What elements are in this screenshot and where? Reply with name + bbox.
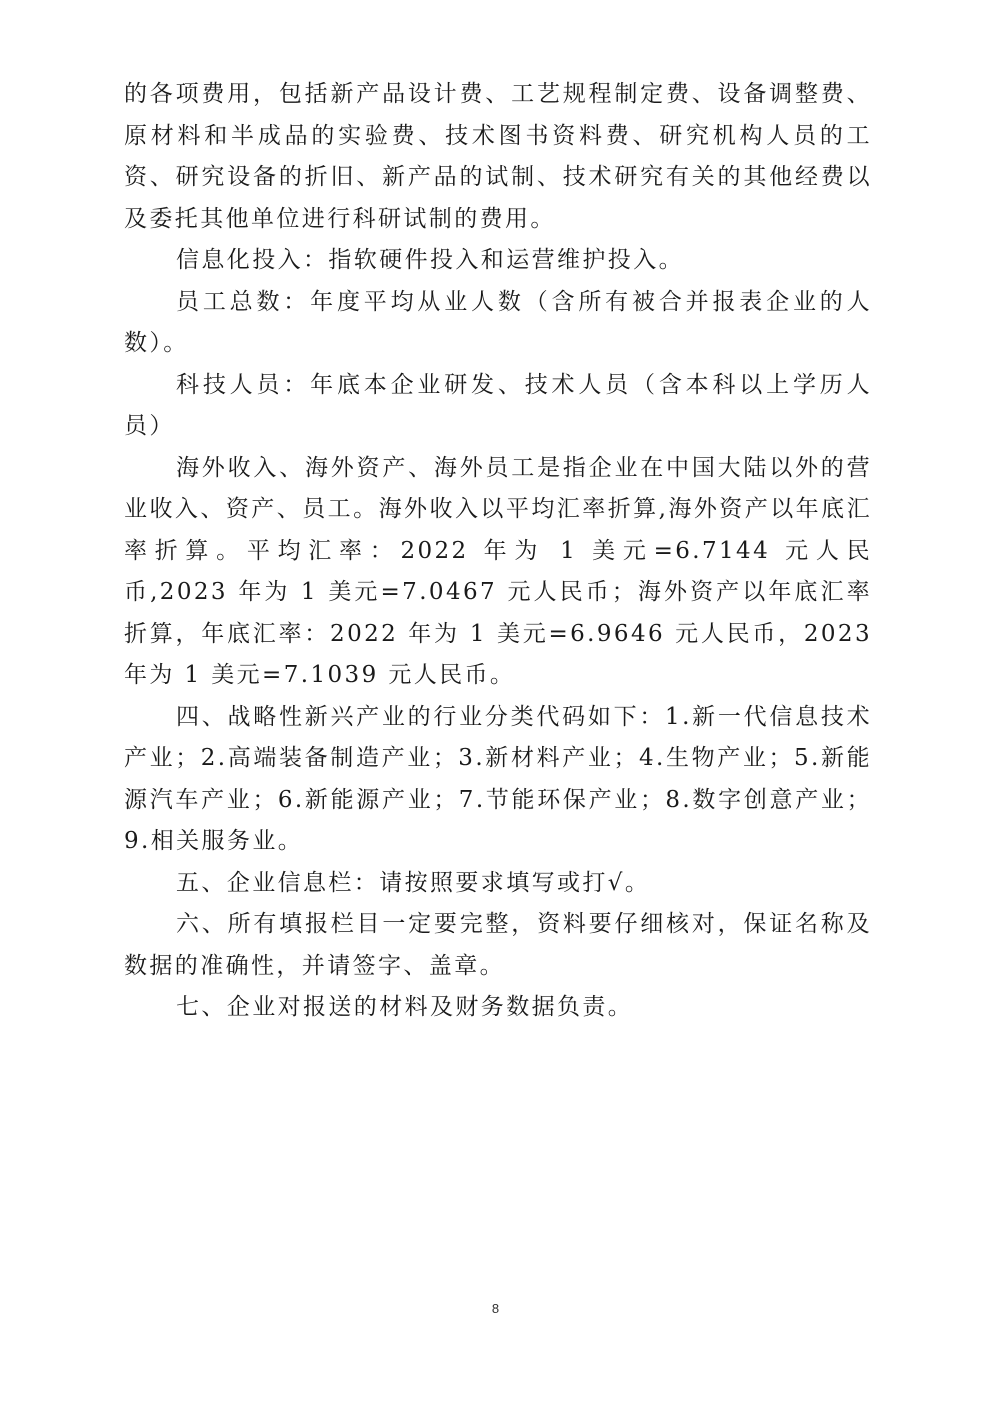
paragraph-overseas-exchange-rates: 海外收入、海外资产、海外员工是指企业在中国大陆以外的营业收入、资产、员工。海外收入以平均汇率折算,海外资产以年底汇率折算。平均汇率：2022 年为 1 美元=6.7144 元人民币,2023 年为 1 美元=7.0467 元人民币；海外资产以年底汇率折算，年底汇率：2022 年为 1 美元=6.9646 元人民币，2023 年为 1 美元=7.1039 元人民币。 (124, 454, 872, 688)
paragraph-it-investment: 信息化投入：指软硬件投入和运营维护投入。 (176, 247, 684, 273)
body-text (124, 74, 872, 1029)
paragraph-tech-staff: 科技人员：年底本企业研发、技术人员（含本科以上学历人员） (124, 371, 872, 439)
paragraph-company-info: 五、企业信息栏：请按照要求填写或打√。 (176, 869, 651, 896)
paragraph-expense-continuation: 的各项费用，包括新产品设计费、工艺规程制定费、设备调整费、原材料和半成品的实验费、技术图书资料费、研究机构人员的工资、研究设备的折旧、新产品的试制、技术研究有关的其他经费以及委托其他单位进行科研试制的费用。 (124, 81, 872, 232)
paragraph-responsibility: 七、企业对报送的材料及财务数据负责。 (176, 994, 634, 1020)
paragraph-total-employees: 员工总数：年度平均从业人数（含所有被合并报表企业的人数）。 (124, 288, 872, 356)
paragraph-completeness: 六、所有填报栏目一定要完整，资料要仔细核对，保证名称及数据的准确性，并请签字、盖章。 (124, 911, 872, 979)
paragraph-strategic-industries: 四、战略性新兴产业的行业分类代码如下：1.新一代信息技术产业；2.高端装备制造产业；3.新材料产业；4.生物产业；5.新能源汽车产业；6.新能源产业；7.节能环保产业；8.数字创意产业；9.相关服务业。 (124, 703, 872, 854)
page-number: 8 (491, 1301, 500, 1316)
